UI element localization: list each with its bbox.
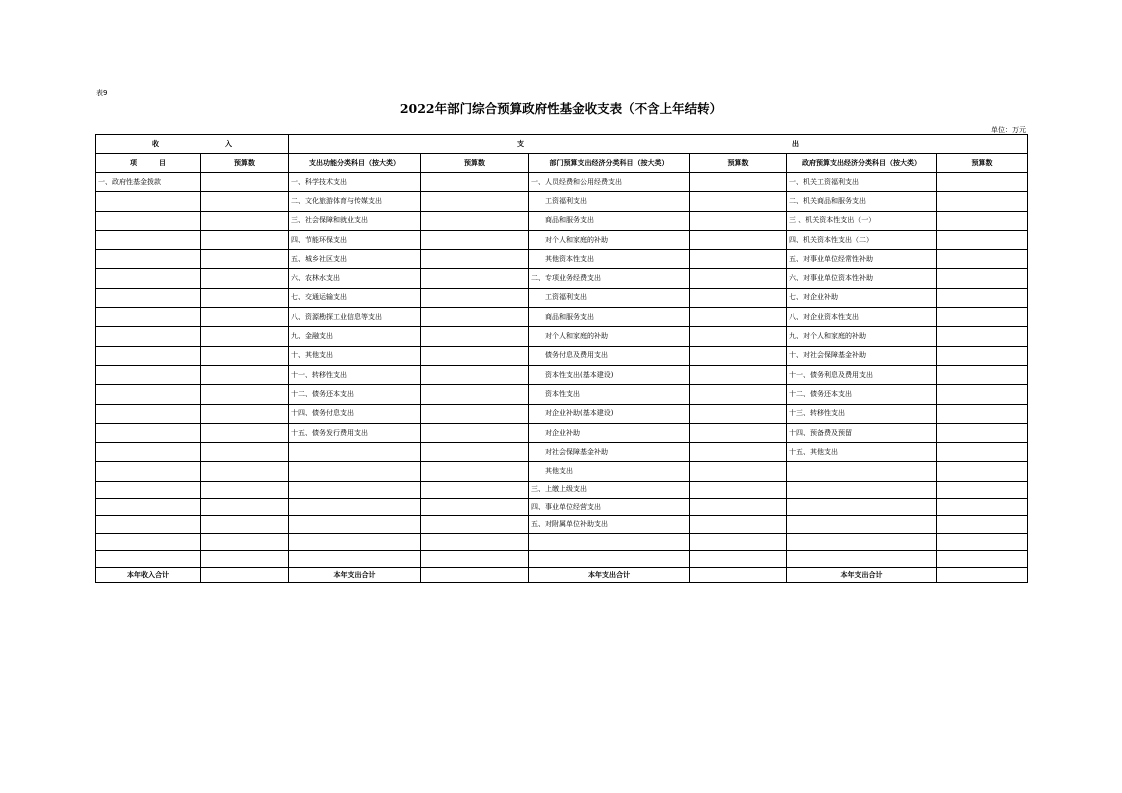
income-item (96, 288, 201, 307)
gov-budget (937, 308, 1028, 327)
gov-econ-item: 十二、债务还本支出 (787, 385, 937, 404)
header-row-1 (96, 135, 1028, 154)
dept-econ-item: 对个人和家庭的补助 (529, 327, 690, 346)
income-item (96, 327, 201, 346)
budget-header: 预算数 (937, 154, 1028, 173)
table-row (96, 481, 1028, 498)
income-item (96, 385, 201, 404)
func-class-item: 九、金融支出 (289, 327, 421, 346)
func-class-item: 五、城乡社区支出 (289, 250, 421, 269)
table-row (96, 423, 1028, 442)
gov-budget (937, 499, 1028, 516)
dept-econ-item: 其他资本性支出 (529, 250, 690, 269)
func-class-item (289, 481, 421, 498)
dept-budget (690, 516, 787, 533)
func-class-item (289, 516, 421, 533)
func-budget (421, 516, 529, 533)
func-class-header: 支出功能分类科目（按大类） (289, 154, 421, 173)
income-item (96, 481, 201, 498)
func-class-item: 十一、转移性支出 (289, 365, 421, 384)
budget-header: 预算数 (421, 154, 529, 173)
func-budget (421, 423, 529, 442)
dept-budget (690, 423, 787, 442)
gov-budget (937, 385, 1028, 404)
func-budget (421, 462, 529, 481)
gov-budget (937, 173, 1028, 192)
table-row (96, 516, 1028, 533)
income-budget (201, 365, 289, 384)
gov-budget (937, 230, 1028, 249)
dept-econ-item (529, 550, 690, 567)
table-row (96, 462, 1028, 481)
func-budget (421, 346, 529, 365)
table-row (96, 211, 1028, 230)
income-item (96, 192, 201, 211)
income-budget (201, 269, 289, 288)
gov-econ-item (787, 499, 937, 516)
income-budget (201, 346, 289, 365)
budget-header: 预算数 (690, 154, 787, 173)
dept-econ-item: 五、对附属单位补助支出 (529, 516, 690, 533)
dept-econ-item (529, 533, 690, 550)
page-title: 2022年部门综合预算政府性基金收支表（不含上年结转） (399, 101, 723, 116)
gov-econ-item (787, 462, 937, 481)
dept-budget (690, 499, 787, 516)
dept-econ-item: 对个人和家庭的补助 (529, 230, 690, 249)
dept-budget (690, 346, 787, 365)
income-item (96, 462, 201, 481)
dept-budget (690, 288, 787, 307)
income-budget (201, 550, 289, 567)
func-budget (421, 269, 529, 288)
table-number: 表9 (96, 89, 108, 97)
func-budget (421, 499, 529, 516)
func-class-item (289, 499, 421, 516)
gov-total-value (937, 568, 1028, 583)
income-item (96, 269, 201, 288)
income-budget (201, 211, 289, 230)
func-class-item: 四、节能环保支出 (289, 230, 421, 249)
table-row (96, 230, 1028, 249)
dept-budget (690, 533, 787, 550)
gov-econ-item: 十五、其他支出 (787, 443, 937, 462)
func-budget (421, 443, 529, 462)
income-item (96, 230, 201, 249)
dept-econ-class-header: 部门预算支出经济分类科目（按大类） (529, 154, 690, 173)
income-item (96, 443, 201, 462)
func-budget (421, 404, 529, 423)
func-budget (421, 308, 529, 327)
income-item (96, 533, 201, 550)
dept-budget (690, 462, 787, 481)
gov-budget (937, 481, 1028, 498)
income-total-value (201, 568, 289, 583)
gov-econ-item (787, 533, 937, 550)
table-row (96, 499, 1028, 516)
income-item (96, 550, 201, 567)
gov-budget (937, 192, 1028, 211)
gov-econ-item: 五、对事业单位经常性补助 (787, 250, 937, 269)
income-item (96, 250, 201, 269)
gov-econ-item: 十一、债务利息及费用支出 (787, 365, 937, 384)
dept-budget (690, 211, 787, 230)
gov-econ-item (787, 550, 937, 567)
func-budget (421, 192, 529, 211)
func-budget (421, 288, 529, 307)
gov-econ-item: 四、机关资本性支出（二） (787, 230, 937, 249)
gov-budget (937, 533, 1028, 550)
header-row-2 (96, 154, 1028, 173)
income-budget (201, 499, 289, 516)
func-class-item: 十二、债务还本支出 (289, 385, 421, 404)
func-class-item: 十四、债务付息支出 (289, 404, 421, 423)
dept-econ-item: 资本性支出(基本建设) (529, 365, 690, 384)
dept-budget (690, 365, 787, 384)
func-budget (421, 173, 529, 192)
func-class-item: 六、农林水支出 (289, 269, 421, 288)
income-item (96, 404, 201, 423)
income-budget (201, 288, 289, 307)
item-header: 项 目 (96, 154, 201, 173)
table-row (96, 550, 1028, 567)
income-budget (201, 533, 289, 550)
income-budget (201, 404, 289, 423)
gov-econ-item: 一、机关工资福利支出 (787, 173, 937, 192)
income-budget (201, 481, 289, 498)
table-row (96, 385, 1028, 404)
income-budget (201, 516, 289, 533)
dept-econ-item: 工资福利支出 (529, 192, 690, 211)
income-total-label: 本年收入合计 (96, 568, 201, 583)
func-class-item: 十、其他支出 (289, 346, 421, 365)
gov-budget (937, 404, 1028, 423)
func-budget (421, 385, 529, 404)
dept-budget (690, 230, 787, 249)
table-row (96, 308, 1028, 327)
table-row (96, 346, 1028, 365)
func-class-item: 十五、债务发行费用支出 (289, 423, 421, 442)
func-budget (421, 550, 529, 567)
dept-econ-item: 商品和服务支出 (529, 211, 690, 230)
dept-econ-item: 商品和服务支出 (529, 308, 690, 327)
dept-budget (690, 550, 787, 567)
gov-econ-item: 二、机关商品和服务支出 (787, 192, 937, 211)
dept-budget (690, 385, 787, 404)
dept-budget (690, 308, 787, 327)
gov-budget (937, 550, 1028, 567)
totals-row (96, 568, 1028, 583)
table-row (96, 269, 1028, 288)
income-budget (201, 308, 289, 327)
dept-budget (690, 250, 787, 269)
func-class-item: 三、社会保障和就业支出 (289, 211, 421, 230)
dept-budget (690, 443, 787, 462)
table-row (96, 365, 1028, 384)
income-item (96, 211, 201, 230)
func-total-value (421, 568, 529, 583)
income-budget (201, 192, 289, 211)
table-row (96, 443, 1028, 462)
dept-econ-item: 四、事业单位经营支出 (529, 499, 690, 516)
func-class-item (289, 443, 421, 462)
income-item (96, 516, 201, 533)
income-budget (201, 462, 289, 481)
table-row (96, 192, 1028, 211)
func-class-item (289, 533, 421, 550)
income-header: 收 入 (96, 135, 289, 154)
dept-econ-item: 三、上缴上级支出 (529, 481, 690, 498)
income-item (96, 346, 201, 365)
dept-budget (690, 327, 787, 346)
gov-budget (937, 269, 1028, 288)
func-class-item (289, 462, 421, 481)
table-row (96, 250, 1028, 269)
income-item: 一、政府性基金拨款 (96, 173, 201, 192)
dept-budget (690, 192, 787, 211)
func-budget (421, 230, 529, 249)
table-row (96, 173, 1028, 192)
func-class-item (289, 550, 421, 567)
table-body (96, 173, 1028, 568)
func-budget (421, 481, 529, 498)
income-budget (201, 250, 289, 269)
dept-total-label: 本年支出合计 (529, 568, 690, 583)
dept-total-value (690, 568, 787, 583)
income-budget (201, 443, 289, 462)
gov-econ-item (787, 481, 937, 498)
func-budget (421, 211, 529, 230)
gov-econ-item: 十四、预备费及预留 (787, 423, 937, 442)
table-row (96, 327, 1028, 346)
gov-budget (937, 462, 1028, 481)
gov-econ-item (787, 516, 937, 533)
income-budget (201, 423, 289, 442)
gov-budget (937, 423, 1028, 442)
gov-budget (937, 346, 1028, 365)
func-class-item: 七、交通运输支出 (289, 288, 421, 307)
gov-budget (937, 211, 1028, 230)
func-total-label: 本年支出合计 (289, 568, 421, 583)
income-budget (201, 173, 289, 192)
dept-econ-item: 其他支出 (529, 462, 690, 481)
dept-budget (690, 404, 787, 423)
dept-econ-item: 二、专项业务经费支出 (529, 269, 690, 288)
expense-header: 支 出 (289, 135, 1028, 154)
func-budget (421, 327, 529, 346)
income-budget (201, 327, 289, 346)
income-item (96, 365, 201, 384)
func-class-item: 一、科学技术支出 (289, 173, 421, 192)
dept-budget (690, 173, 787, 192)
table-row (96, 404, 1028, 423)
dept-econ-item: 资本性支出 (529, 385, 690, 404)
income-item (96, 423, 201, 442)
gov-budget (937, 516, 1028, 533)
income-budget (201, 385, 289, 404)
budget-header: 预算数 (201, 154, 289, 173)
dept-econ-item: 债务付息及费用支出 (529, 346, 690, 365)
dept-budget (690, 269, 787, 288)
func-class-item: 八、资源勘探工业信息等支出 (289, 308, 421, 327)
dept-budget (690, 481, 787, 498)
gov-econ-item: 八、对企业资本性支出 (787, 308, 937, 327)
dept-econ-item: 一、人员经费和公用经费支出 (529, 173, 690, 192)
dept-econ-item: 对社会保障基金补助 (529, 443, 690, 462)
gov-budget (937, 250, 1028, 269)
income-item (96, 499, 201, 516)
gov-econ-class-header: 政府预算支出经济分类科目（按大类） (787, 154, 937, 173)
income-item (96, 308, 201, 327)
gov-econ-item: 七、对企业补助 (787, 288, 937, 307)
gov-budget (937, 365, 1028, 384)
unit-label: 单位：万元 (991, 126, 1026, 134)
budget-table (95, 134, 1028, 583)
func-class-item: 二、文化旅游体育与传媒支出 (289, 192, 421, 211)
func-budget (421, 250, 529, 269)
dept-econ-item: 对企业补助(基本建设) (529, 404, 690, 423)
dept-econ-item: 对企业补助 (529, 423, 690, 442)
gov-econ-item: 九、对个人和家庭的补助 (787, 327, 937, 346)
gov-budget (937, 288, 1028, 307)
gov-econ-item: 六、对事业单位资本性补助 (787, 269, 937, 288)
func-budget (421, 533, 529, 550)
gov-total-label: 本年支出合计 (787, 568, 937, 583)
dept-econ-item: 工资福利支出 (529, 288, 690, 307)
table-row (96, 533, 1028, 550)
gov-budget (937, 327, 1028, 346)
income-budget (201, 230, 289, 249)
gov-econ-item: 十三、转移性支出 (787, 404, 937, 423)
gov-econ-item: 十、对社会保障基金补助 (787, 346, 937, 365)
gov-econ-item: 三 、机关资本性支出（一） (787, 211, 937, 230)
gov-budget (937, 443, 1028, 462)
func-budget (421, 365, 529, 384)
table-row (96, 288, 1028, 307)
